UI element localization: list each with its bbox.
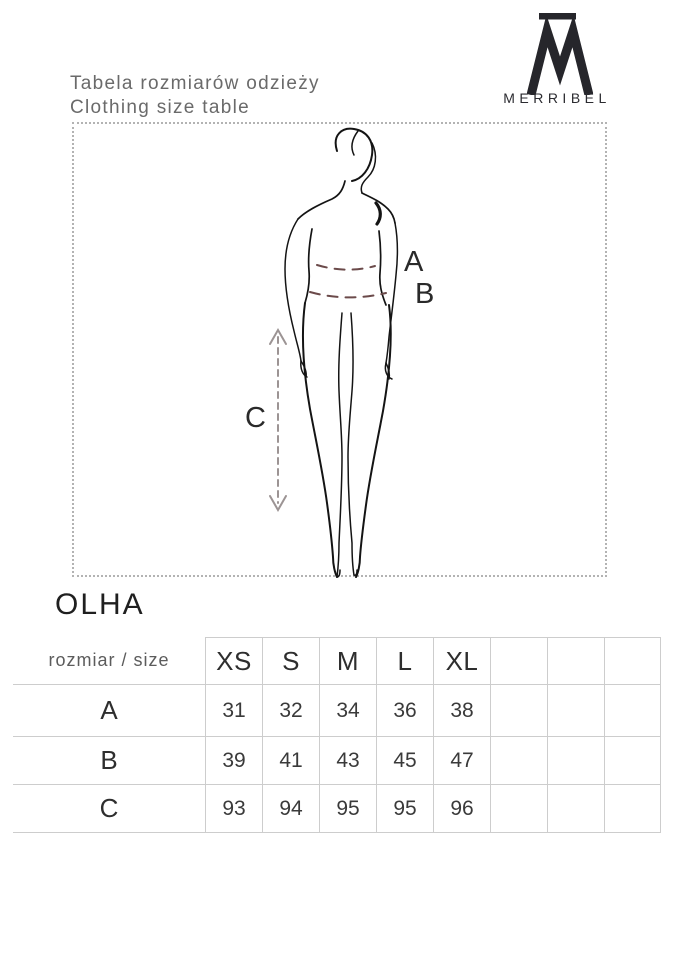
row-label-b: B bbox=[13, 737, 205, 785]
row-label-c: C bbox=[13, 785, 205, 833]
cell-c-empty-3 bbox=[604, 785, 661, 833]
waist-measure-line bbox=[317, 265, 375, 270]
cell-b-empty-3 bbox=[604, 737, 661, 785]
figure-torso bbox=[298, 181, 395, 305]
logo-m bbox=[531, 31, 589, 95]
col-header-l: L bbox=[376, 637, 433, 685]
cell-b-xs: 39 bbox=[205, 737, 262, 785]
row-header-label: rozmiar / size bbox=[13, 637, 205, 685]
col-header-empty-1 bbox=[490, 637, 547, 685]
size-table bbox=[13, 637, 661, 833]
cell-c-l: 95 bbox=[376, 785, 433, 833]
cell-c-empty-1 bbox=[490, 785, 547, 833]
cell-c-xl: 96 bbox=[433, 785, 490, 833]
cell-b-s: 41 bbox=[262, 737, 319, 785]
measure-label-c: C bbox=[245, 402, 267, 434]
cell-c-empty-2 bbox=[547, 785, 604, 833]
cell-b-empty-2 bbox=[547, 737, 604, 785]
cell-b-m: 43 bbox=[319, 737, 376, 785]
cell-b-l: 45 bbox=[376, 737, 433, 785]
figure-illustration bbox=[240, 125, 440, 580]
cell-c-m: 95 bbox=[319, 785, 376, 833]
cell-a-xl: 38 bbox=[433, 685, 490, 737]
measure-label-b: B bbox=[415, 278, 435, 310]
col-header-xl: XL bbox=[433, 637, 490, 685]
cell-a-s: 32 bbox=[262, 685, 319, 737]
cell-c-xs: 93 bbox=[205, 785, 262, 833]
heading-line-en: Clothing size table bbox=[70, 97, 250, 118]
col-header-empty-3 bbox=[604, 637, 661, 685]
col-header-m: M bbox=[319, 637, 376, 685]
cell-b-xl: 47 bbox=[433, 737, 490, 785]
product-name: OLHA bbox=[55, 588, 145, 621]
col-header-empty-2 bbox=[547, 637, 604, 685]
brand-name: MERRIBEL bbox=[503, 90, 611, 106]
cell-c-s: 94 bbox=[262, 785, 319, 833]
cell-b-empty-1 bbox=[490, 737, 547, 785]
col-header-s: S bbox=[262, 637, 319, 685]
cell-a-empty-1 bbox=[490, 685, 547, 737]
logo-bar bbox=[539, 13, 576, 20]
row-label-a: A bbox=[13, 685, 205, 737]
height-arrow-icon bbox=[270, 330, 286, 510]
measure-label-a: A bbox=[404, 246, 424, 278]
figure-legs bbox=[303, 303, 391, 577]
col-header-xs: XS bbox=[205, 637, 262, 685]
page-heading bbox=[70, 72, 320, 120]
cell-a-empty-2 bbox=[547, 685, 604, 737]
cell-a-l: 36 bbox=[376, 685, 433, 737]
figure-head bbox=[336, 129, 376, 193]
heading-line-pl: Tabela rozmiarów odzieży bbox=[70, 73, 320, 94]
cell-a-empty-3 bbox=[604, 685, 661, 737]
merribel-logo-icon bbox=[527, 13, 593, 95]
cell-a-m: 34 bbox=[319, 685, 376, 737]
cell-a-xs: 31 bbox=[205, 685, 262, 737]
hip-measure-line bbox=[310, 292, 386, 297]
